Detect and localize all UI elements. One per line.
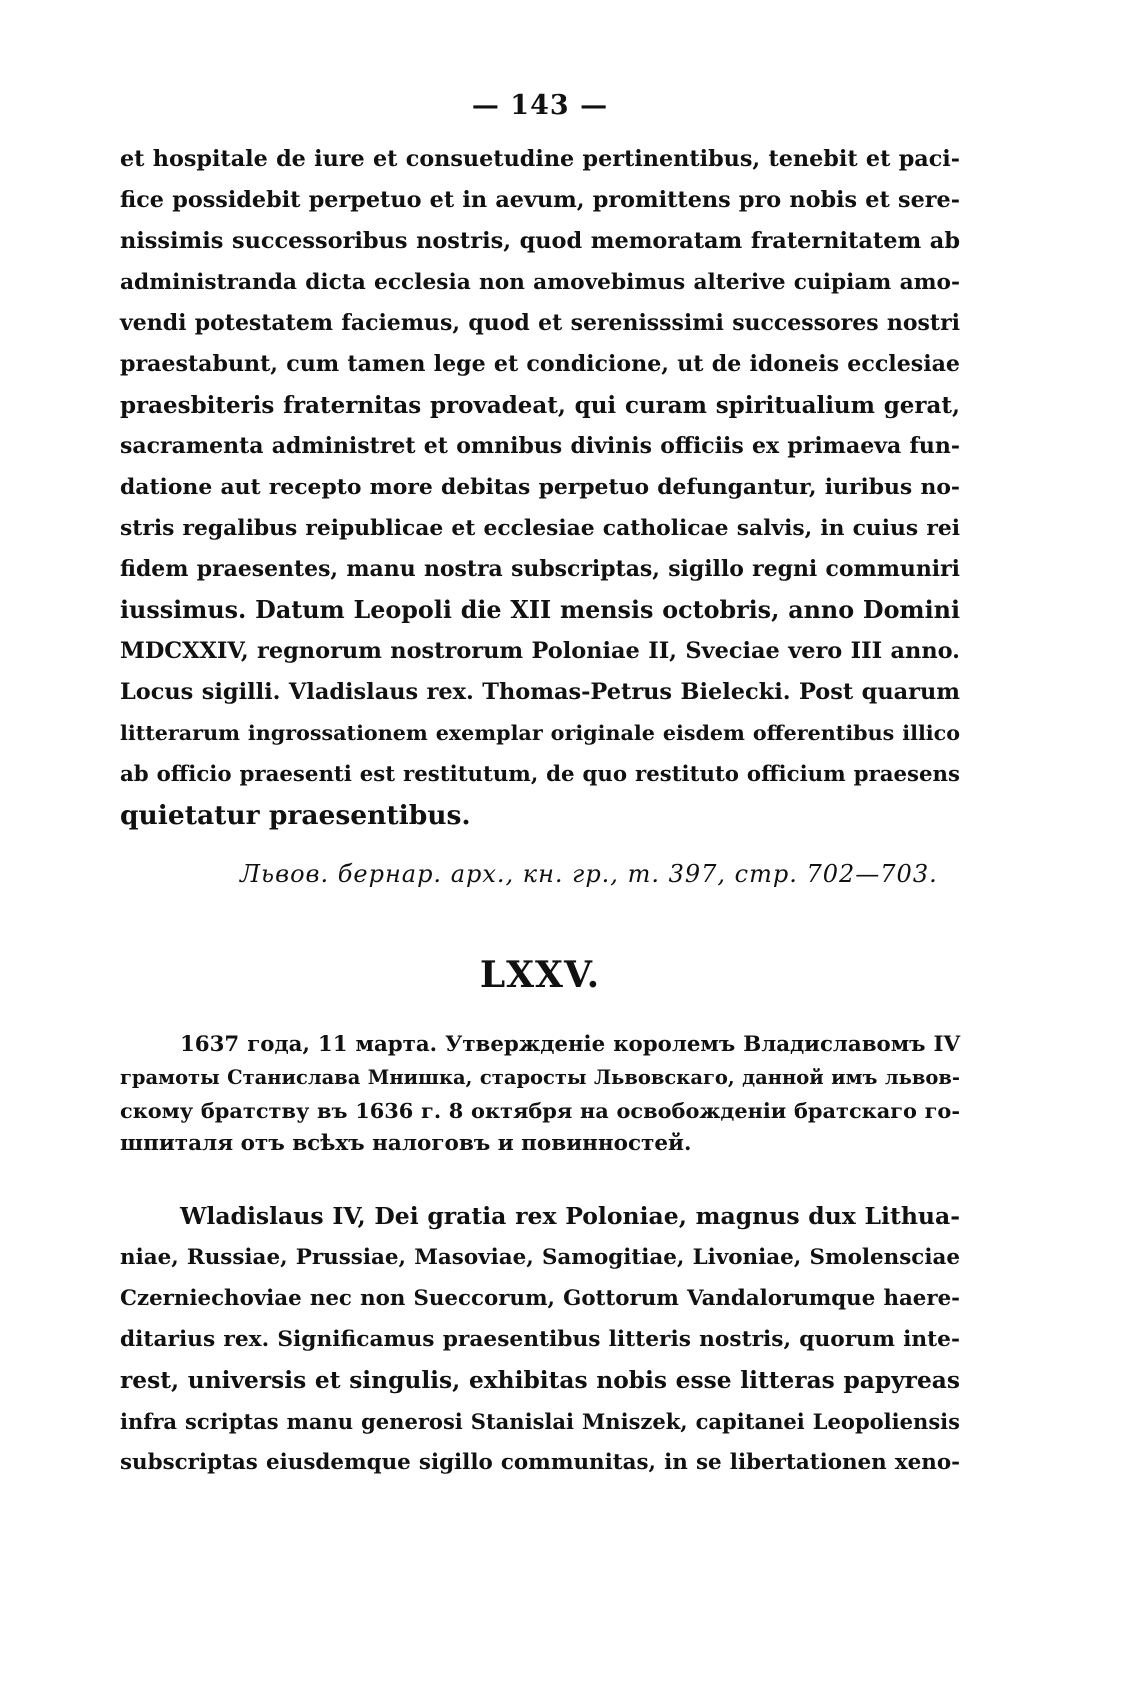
archive-citation: Львов. бернар. арх., кн. гр., т. 397, стр. 702—703.	[240, 860, 938, 888]
paragraph-1-line: iussimus. Datum Leopoli die XII mensis octobris, anno Domini	[120, 596, 960, 624]
paragraph-1-line: fice possidebit perpetuo et in aevum, promittens pro nobis et sere-	[120, 187, 960, 213]
paragraph-1-line: praestabunt, cum tamen lege et condicione, ut de idoneis ecclesiae	[120, 351, 960, 377]
summary-line: скому братству въ 1636 г. 8 октября на освобожденіи братскаго го-	[120, 1098, 960, 1123]
paragraph-2-line: subscriptas eiusdemque sigillo communitas, in se libertationen xeno-	[120, 1450, 960, 1475]
paragraph-1-line: nissimis successoribus nostris, quod memoratam fraternitatem ab	[120, 228, 960, 254]
paragraph-2-line: infra scriptas manu generosi Stanislai Mniszek, capitanei Leopoliensis	[120, 1409, 960, 1434]
paragraph-2-line: Wladislaus IV, Dei gratia rex Poloniae, magnus dux Lithua-	[180, 1202, 960, 1230]
paragraph-2-line: Czerniechoviae nec non Sueccorum, Gottorum Vandalorumque haere-	[120, 1286, 960, 1311]
page-number: — 143 —	[471, 90, 609, 121]
paragraph-1-line: MDCXXIV, regnorum nostrorum Poloniae II, Sveciae vero III anno.	[120, 638, 960, 664]
paragraph-1-line: vendi potestatem faciemus, quod et serenisssimi successores nostri	[120, 310, 960, 336]
paragraph-1-line: datione aut recepto more debitas perpetuo defungantur, iuribus no-	[120, 474, 960, 500]
paragraph-1-line: Locus sigilli. Vladislaus rex. Thomas-Petrus Bielecki. Post quarum	[120, 679, 960, 705]
paragraph-1-line: et hospitale de iure et consuetudine pertinentibus, tenebit et paci-	[120, 146, 960, 172]
document-number: LXXV.	[479, 954, 601, 996]
paragraph-1-line: fidem praesentes, manu nostra subscriptas, sigillo regni communiri	[120, 556, 960, 582]
paragraph-2	[120, 1196, 960, 1483]
paragraph-1-line: administranda dicta ecclesia non amovebimus alterive cuipiam amo-	[120, 270, 960, 295]
paragraph-1-line: quietatur praesentibus.	[120, 800, 471, 831]
document-summary	[120, 1028, 960, 1160]
summary-line: 1637 года, 11 марта. Утвержденіе королемъ Владиславомъ IV	[180, 1032, 960, 1057]
paragraph-1-line: litterarum ingrossationem exemplar originale eisdem offerentibus illico	[120, 721, 960, 745]
paragraph-2-line: niae, Russiae, Prussiae, Masoviae, Samogitiae, Livoniae, Smolensciae	[120, 1245, 960, 1270]
paragraph-1-line: ab officio praesenti est restitutum, de quo restituto officium praesens	[120, 762, 960, 787]
document-page	[120, 90, 960, 1483]
paragraph-1-line: praesbiteris fraternitas provadeat, qui curam spiritualium gerat,	[120, 392, 960, 419]
paragraph-1-line: sacramenta administret et omnibus divinis officiis ex primaeva fun-	[120, 433, 960, 459]
paragraph-1-line: stris regalibus reipublicae et ecclesiae catholicae salvis, in cuius rei	[120, 516, 960, 541]
paragraph-2-line: rest, universis et singulis, exhibitas nobis esse litteras papyreas	[120, 1367, 960, 1394]
paragraph-1	[120, 139, 960, 836]
summary-line: грамоты Станислава Мнишка, старосты Львовскаго, данной имъ львов-	[120, 1066, 960, 1089]
paragraph-2-line: ditarius rex. Significamus praesentibus litteris nostris, quorum inte-	[120, 1327, 960, 1352]
summary-line: шпиталя отъ всѣхъ налоговъ и повинностей.	[120, 1131, 692, 1156]
